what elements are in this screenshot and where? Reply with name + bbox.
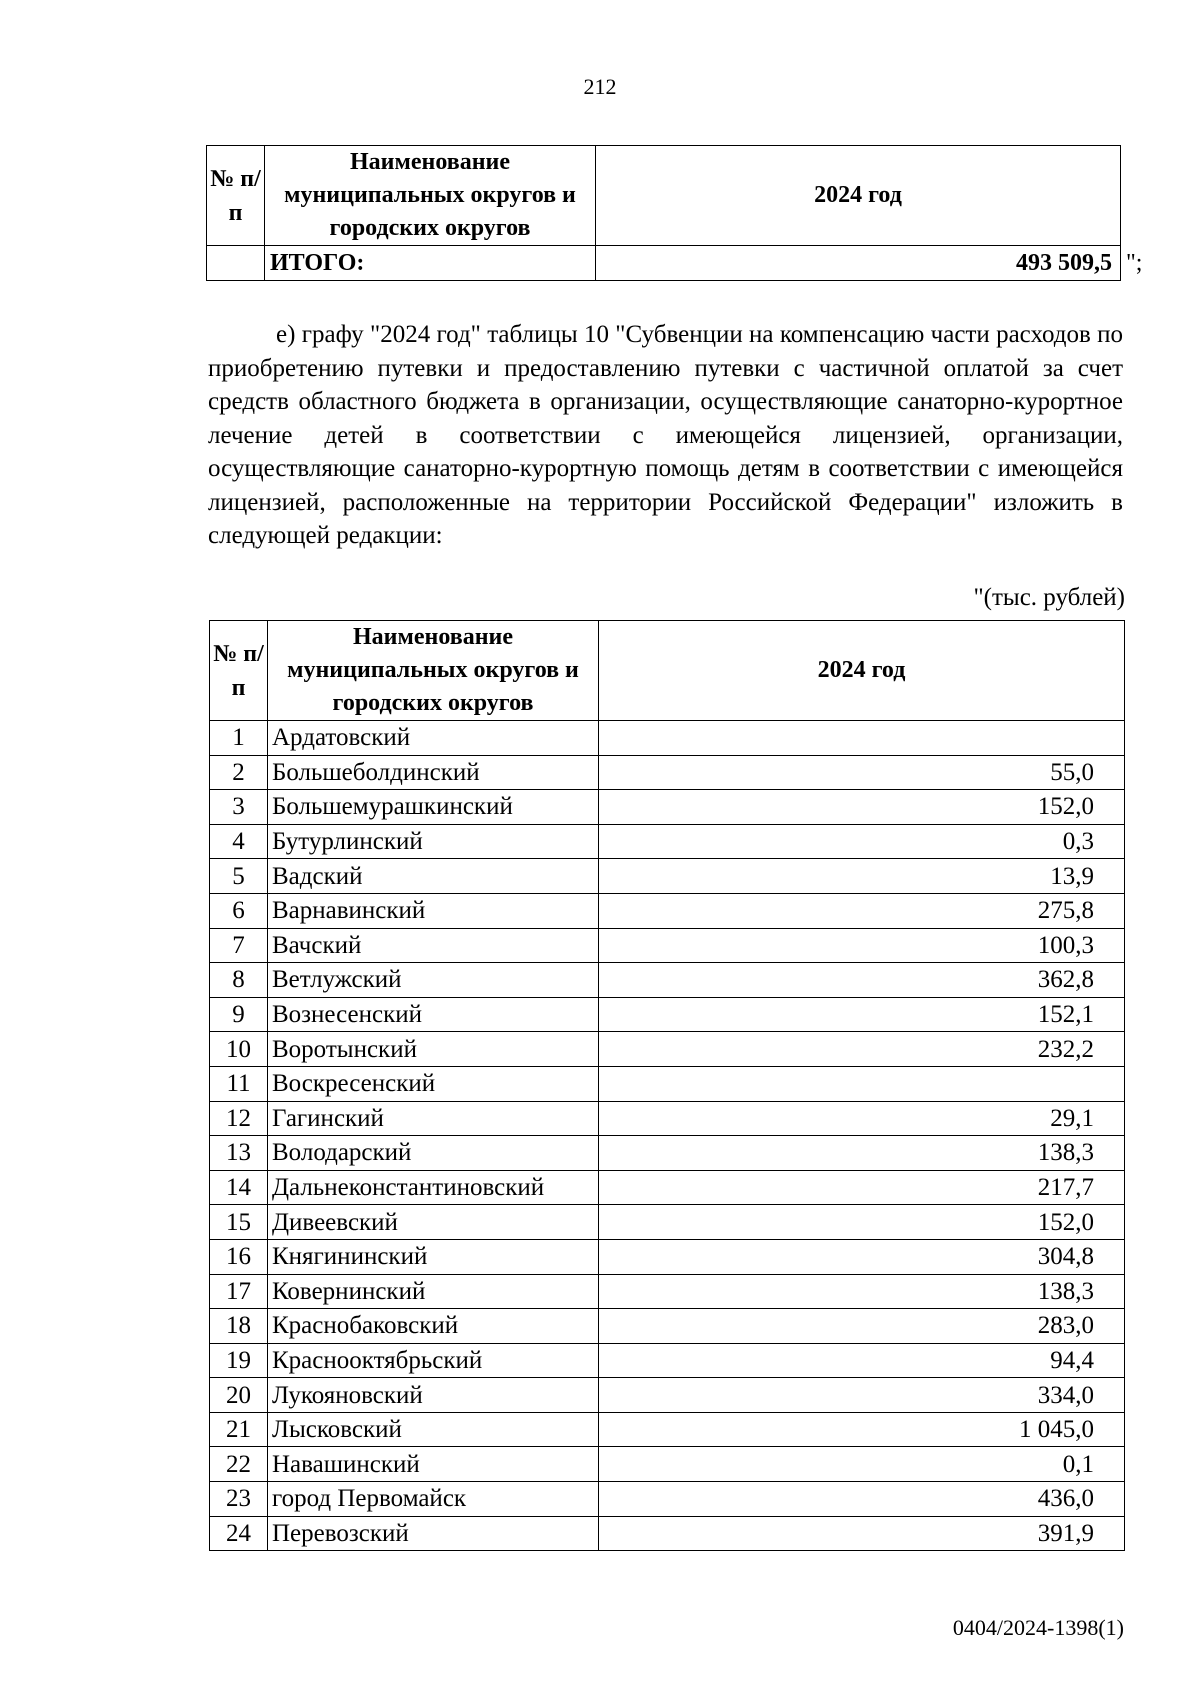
total-num-cell: [207, 246, 265, 281]
row-value: 138,3: [599, 1136, 1125, 1171]
row-number: 18: [210, 1309, 268, 1344]
row-value: 13,9: [599, 859, 1125, 894]
row-value: 217,7: [599, 1170, 1125, 1205]
row-number: 8: [210, 963, 268, 998]
row-district-name: Вачский: [268, 928, 599, 963]
row-value: 1 045,0: [599, 1412, 1125, 1447]
table-row: [210, 1205, 1125, 1240]
row-value: 304,8: [599, 1239, 1125, 1274]
row-district-name: Варнавинский: [268, 893, 599, 928]
row-number: 15: [210, 1205, 268, 1240]
row-value: 94,4: [599, 1343, 1125, 1378]
row-district-name: Гагинский: [268, 1101, 599, 1136]
table-row: [210, 893, 1125, 928]
table-row: [210, 1516, 1125, 1551]
row-district-name: Дальнеконстантиновский: [268, 1170, 599, 1205]
amendment-paragraph: [208, 318, 1123, 553]
row-value: 152,1: [599, 997, 1125, 1032]
table-row: [210, 1274, 1125, 1309]
table-row: [210, 1482, 1125, 1517]
row-number: 3: [210, 790, 268, 825]
row-value: 152,0: [599, 790, 1125, 825]
row-district-name: Воротынский: [268, 1032, 599, 1067]
table-row: [210, 1447, 1125, 1482]
row-district-name: Вадский: [268, 859, 599, 894]
row-district-name: Краснобаковский: [268, 1309, 599, 1344]
row-value: 283,0: [599, 1309, 1125, 1344]
table-row: [210, 721, 1125, 756]
subvention-table-header: [210, 621, 1125, 721]
row-district-name: Лысковский: [268, 1412, 599, 1447]
row-value: 436,0: [599, 1482, 1125, 1517]
table-row: [210, 1032, 1125, 1067]
row-value: 232,2: [599, 1032, 1125, 1067]
table-row: [210, 1066, 1125, 1101]
row-district-name: Большемурашкинский: [268, 790, 599, 825]
row-number: 19: [210, 1343, 268, 1378]
header-num: № п/п: [207, 146, 265, 246]
summary-table-header: [207, 146, 1121, 246]
row-number: 16: [210, 1239, 268, 1274]
header-year: 2024 год: [596, 146, 1121, 246]
row-district-name: Воскресенский: [268, 1066, 599, 1101]
row-number: 10: [210, 1032, 268, 1067]
row-district-name: Лукояновский: [268, 1378, 599, 1413]
table-row: [210, 1378, 1125, 1413]
quote-tail: ";: [1126, 250, 1143, 276]
row-district-name: Перевозский: [268, 1516, 599, 1551]
row-value: 100,3: [599, 928, 1125, 963]
table-row: [210, 1170, 1125, 1205]
table-row: [210, 1101, 1125, 1136]
row-number: 24: [210, 1516, 268, 1551]
page-number: 212: [583, 74, 617, 99]
row-district-name: Бутурлинский: [268, 824, 599, 859]
table-row: [210, 859, 1125, 894]
table-row: [210, 1343, 1125, 1378]
table-row: [210, 755, 1125, 790]
row-number: 6: [210, 893, 268, 928]
row-number: 4: [210, 824, 268, 859]
row-value: 29,1: [599, 1101, 1125, 1136]
row-number: 22: [210, 1447, 268, 1482]
table-row: [210, 824, 1125, 859]
table-row: [210, 963, 1125, 998]
row-district-name: Дивеевский: [268, 1205, 599, 1240]
row-number: 9: [210, 997, 268, 1032]
row-district-name: Большеболдинский: [268, 755, 599, 790]
row-number: 17: [210, 1274, 268, 1309]
total-label: ИТОГО:: [265, 246, 596, 281]
document-code: 0404/2024-1398(1): [952, 1615, 1124, 1640]
row-number: 23: [210, 1482, 268, 1517]
row-value: 55,0: [599, 755, 1125, 790]
row-value: 334,0: [599, 1378, 1125, 1413]
row-district-name: Навашинский: [268, 1447, 599, 1482]
table-row: [210, 1136, 1125, 1171]
table-row: [210, 1239, 1125, 1274]
total-row: [207, 246, 1121, 281]
paragraph-text: е) графу "2024 год" таблицы 10 "Субвенции на компенсацию части расходов по приобретению путевки и предоставлению путевки с частичной оплатой за счет средств областного бюджета в организации, осуществляющие санаторно-курортное лечение детей в соответствии с имеющейся лицензией, организации, осуществляющие санаторно-курортную помощь детям в соответствии с имеющейся лицензией, расположенные на территории Российской Федерации" изложить в следующей редакции:: [208, 321, 1123, 549]
table-row: [210, 928, 1125, 963]
row-district-name: Ветлужский: [268, 963, 599, 998]
row-number: 12: [210, 1101, 268, 1136]
row-district-name: Ковернинский: [268, 1274, 599, 1309]
header-name: Наименование муниципальных округов и городских округов: [268, 621, 599, 721]
header-year: 2024 год: [599, 621, 1125, 721]
row-district-name: Вознесенский: [268, 997, 599, 1032]
header-num: № п/п: [210, 621, 268, 721]
row-number: 14: [210, 1170, 268, 1205]
table-row: [210, 1412, 1125, 1447]
row-value: 0,1: [599, 1447, 1125, 1482]
row-value: 0,3: [599, 824, 1125, 859]
row-number: 20: [210, 1378, 268, 1413]
table-row: [210, 1309, 1125, 1344]
row-value: 152,0: [599, 1205, 1125, 1240]
row-number: 11: [210, 1066, 268, 1101]
total-value: 493 509,5: [596, 246, 1121, 281]
row-district-name: Княгининский: [268, 1239, 599, 1274]
row-district-name: Краснооктябрьский: [268, 1343, 599, 1378]
table-row: [210, 997, 1125, 1032]
row-district-name: Ардатовский: [268, 721, 599, 756]
row-number: 7: [210, 928, 268, 963]
row-value: 391,9: [599, 1516, 1125, 1551]
row-number: 1: [210, 721, 268, 756]
summary-table: [206, 145, 1121, 281]
row-value: [599, 1066, 1125, 1101]
table-row: [210, 790, 1125, 825]
row-district-name: город Первомайск: [268, 1482, 599, 1517]
subvention-table: [209, 620, 1125, 1551]
row-number: 2: [210, 755, 268, 790]
row-value: 275,8: [599, 893, 1125, 928]
row-value: 362,8: [599, 963, 1125, 998]
row-value: [599, 721, 1125, 756]
row-number: 13: [210, 1136, 268, 1171]
row-district-name: Володарский: [268, 1136, 599, 1171]
row-number: 21: [210, 1412, 268, 1447]
header-name: Наименование муниципальных округов и городских округов: [265, 146, 596, 246]
unit-label: "(тыс. рублей): [973, 584, 1125, 611]
row-value: 138,3: [599, 1274, 1125, 1309]
row-number: 5: [210, 859, 268, 894]
